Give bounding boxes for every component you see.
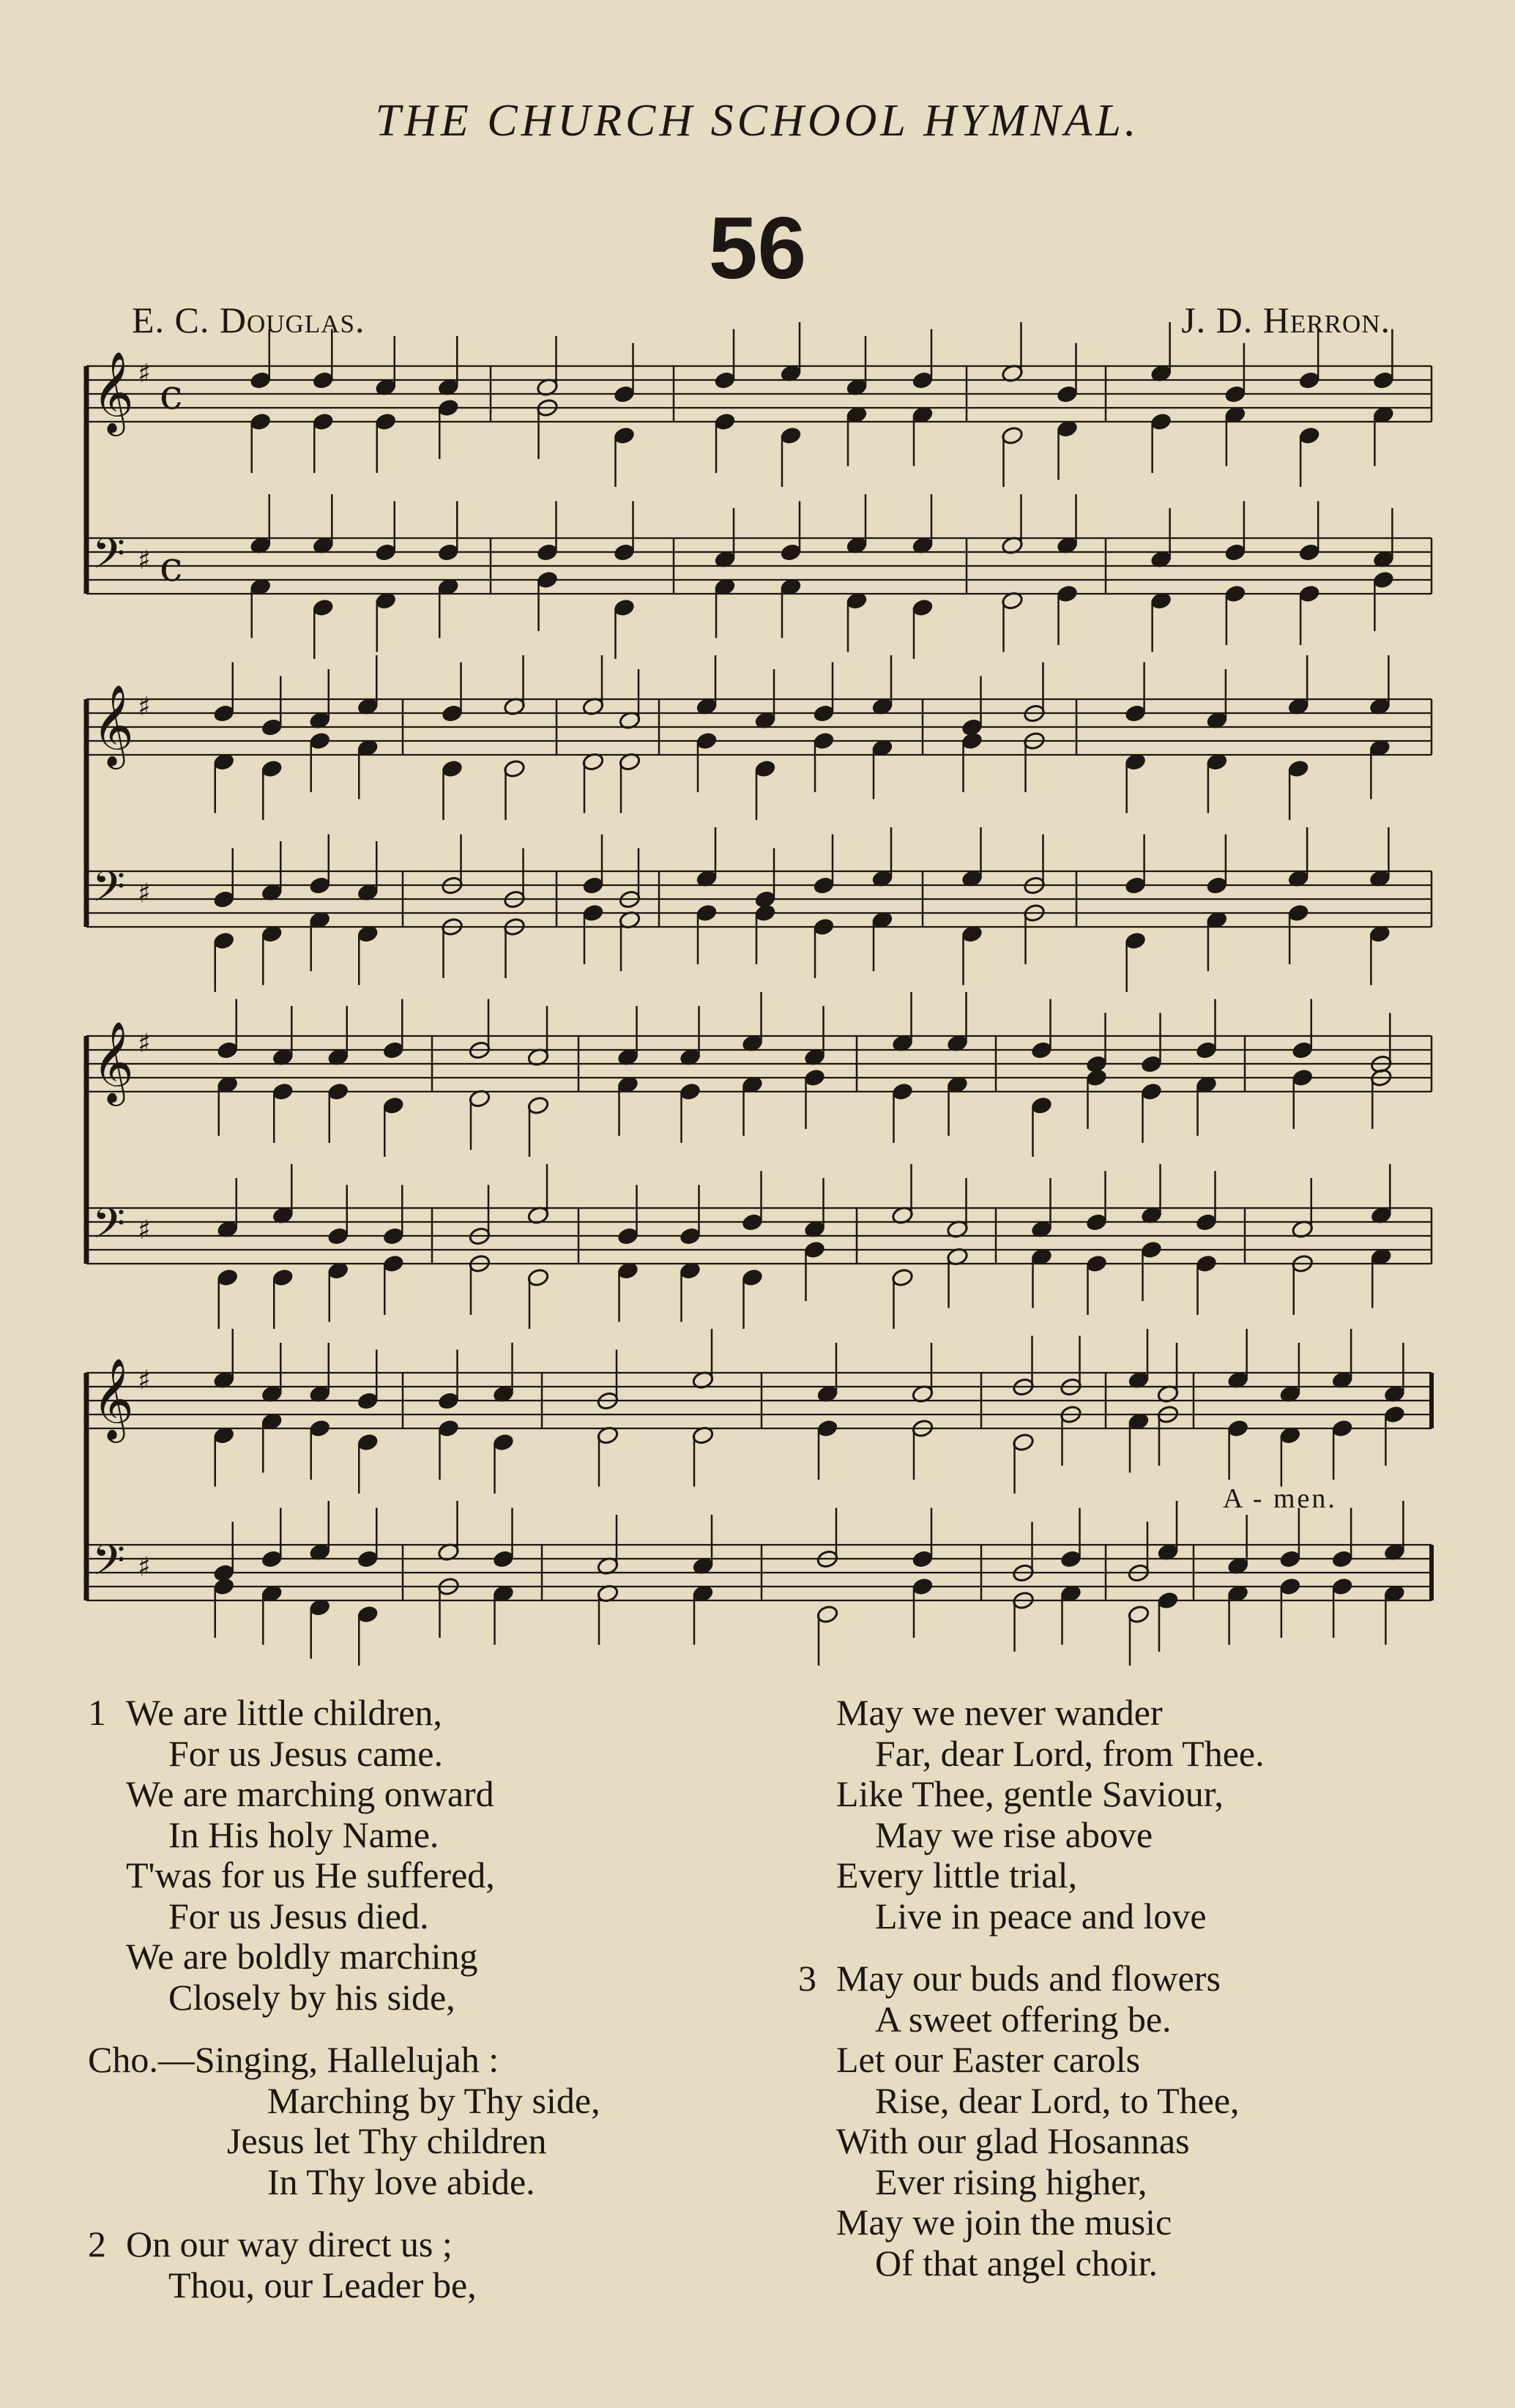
time-signature: c xyxy=(160,371,183,419)
stanza-number: 1 xyxy=(88,1692,106,1733)
running-head: THE CHURCH SCHOOL HYMNAL. xyxy=(375,96,1140,146)
treble-clef: 𝄞 xyxy=(92,684,134,766)
key-signature-sharp: ♯ xyxy=(138,1365,151,1395)
key-signature-sharp: ♯ xyxy=(138,545,151,575)
lyric-line: We are marching onward xyxy=(126,1773,494,1814)
lyrics-right-column xyxy=(798,1693,1457,2284)
treble-clef: 𝄞 xyxy=(92,1021,134,1103)
chorus xyxy=(88,2040,747,2202)
lyric-line: Like Thee, gentle Saviour, xyxy=(836,1773,1224,1814)
key-signature-sharp: ♯ xyxy=(138,359,151,389)
chorus-label: Cho.—Singing, Hallelujah : xyxy=(88,2039,499,2080)
lyric-line: May we join the music xyxy=(836,2202,1172,2243)
key-signature-sharp: ♯ xyxy=(138,1552,151,1582)
lyric-line: Live in peace and love xyxy=(875,1895,1207,1937)
lyric-line: Far, dear Lord, from Thee. xyxy=(875,1732,1265,1774)
lyric-line: May we never wander xyxy=(836,1692,1163,1733)
amen-text: A - men. xyxy=(1223,1483,1337,1514)
lyric-line: Marching by Thy side, xyxy=(267,2079,600,2121)
stanza-1 xyxy=(88,1693,747,2018)
stanza-number: 3 xyxy=(798,1958,816,1999)
hymn-number: 56 xyxy=(708,199,807,297)
bass-clef: 𝄢 xyxy=(92,529,126,589)
music-credit: J. D. Herron. xyxy=(1181,299,1391,340)
lyrics-left-column xyxy=(88,1693,747,2306)
lyric-line: For us Jesus came. xyxy=(168,1732,443,1774)
lyric-line: Closely by his side, xyxy=(168,1976,455,2018)
lyric-line: Rise, dear Lord, to Thee, xyxy=(875,2079,1240,2121)
lyric-line: For us Jesus died. xyxy=(168,1895,429,1937)
key-signature-sharp: ♯ xyxy=(138,879,151,909)
bass-clef: 𝄢 xyxy=(92,862,126,922)
lyric-line: Thou, our Leader be, xyxy=(168,2264,477,2306)
lyric-line: May our buds and flowers xyxy=(836,1958,1221,1999)
lyric-line: With our glad Hosannas xyxy=(836,2120,1190,2161)
lyric-line: May we rise above xyxy=(875,1814,1153,1855)
key-signature-sharp: ♯ xyxy=(138,692,151,722)
lyric-line: Every little trial, xyxy=(836,1855,1078,1896)
stanza-2 xyxy=(88,2224,747,2306)
lyric-line: Let our Easter carols xyxy=(836,2039,1141,2080)
bass-clef: 𝄢 xyxy=(92,1535,126,1595)
lyric-line: In Thy love abide. xyxy=(267,2161,535,2202)
stanza-number: 2 xyxy=(88,2224,106,2265)
lyric-line: Ever rising higher, xyxy=(875,2161,1147,2202)
lyric-line: Jesus let Thy children xyxy=(227,2120,547,2161)
lyric-line: A sweet offering be. xyxy=(875,1998,1172,2040)
bass-clef: 𝄢 xyxy=(92,1199,126,1259)
lyric-line: In His holy Name. xyxy=(168,1814,439,1855)
lyric-line: Of that angel choir. xyxy=(875,2242,1158,2284)
lyric-line: We are little children, xyxy=(126,1692,442,1733)
lyric-line: T'was for us He suffered, xyxy=(126,1855,495,1896)
stanza-2-continued xyxy=(798,1693,1457,1937)
treble-clef: 𝄞 xyxy=(92,1357,134,1439)
time-signature: c xyxy=(160,543,183,591)
key-signature-sharp: ♯ xyxy=(138,1215,151,1245)
key-signature-sharp: ♯ xyxy=(138,1029,151,1059)
treble-clef: 𝄞 xyxy=(92,351,134,433)
words-credit: E. C. Douglas. xyxy=(132,299,365,340)
lyric-line: We are boldly marching xyxy=(126,1936,478,1977)
stanza-3 xyxy=(798,1958,1457,2284)
lyric-line: On our way direct us ; xyxy=(126,2224,453,2265)
